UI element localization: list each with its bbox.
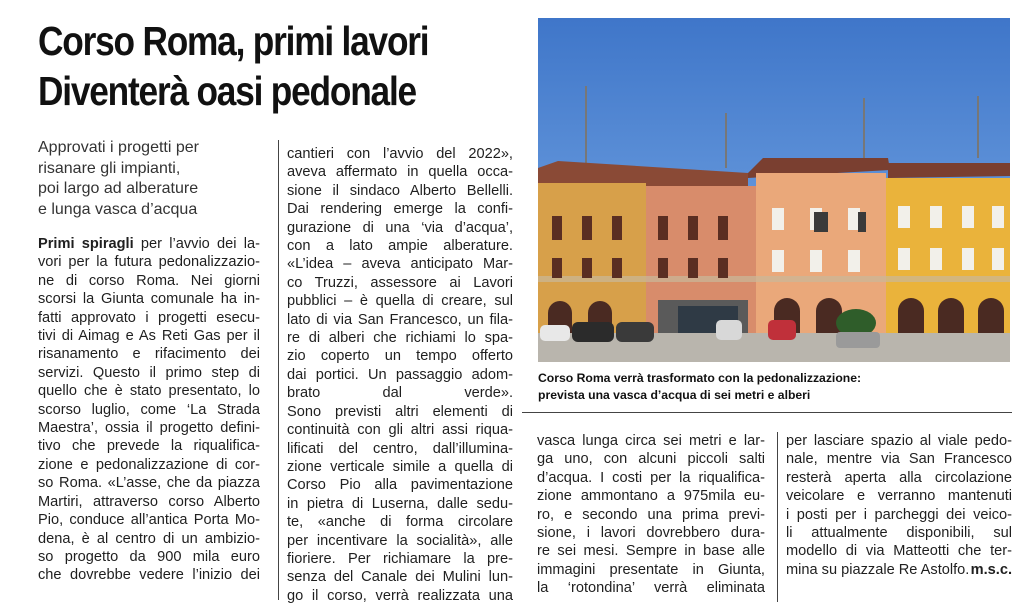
text-line: zione e pedonalizzazione di cor- xyxy=(38,456,260,473)
text-line: per incentivare la socialità», alle xyxy=(287,532,513,549)
text-line: pubblici – è quella di creare, sul xyxy=(287,293,513,310)
summary-line: e lunga vasca d’acqua xyxy=(38,200,198,218)
column-divider xyxy=(278,140,279,600)
text-line: quello che è stato presentato, lo xyxy=(38,383,260,400)
text-line: zione ammontano a 975mila eu- xyxy=(537,488,765,505)
text-line: fatti approvato i progetti esecu- xyxy=(38,309,260,326)
text-line: Corso Pio alla pavimentazione xyxy=(287,477,513,494)
text-line: re di alberi che richiami lo spa- xyxy=(287,330,513,347)
text-line: con a lato ampie alberature. xyxy=(287,238,513,255)
text-line: lificati del centro, dall’illumina- xyxy=(287,440,513,457)
text-line: vori per la futura pedonalizzazio- xyxy=(38,254,260,271)
text-line: tivi di Aimag e As Reti Gas per il xyxy=(38,328,260,345)
text-line: vasca lunga circa sei metri e lar- xyxy=(537,433,765,449)
text-line: risanamento e rifacimento dei xyxy=(38,346,260,363)
summary-line: Approvati i progetti per xyxy=(38,139,199,156)
text-line: aveva affermato in quella occa- xyxy=(287,164,513,181)
text-line: resterà aperta alla circolazione xyxy=(786,469,1012,486)
lead-in: Primi spiragli xyxy=(38,236,134,252)
text-line: go il corso, verrà realizzata una xyxy=(287,587,513,604)
text-line: nale, mentre via San Francesco xyxy=(786,451,1012,468)
column-divider xyxy=(777,432,778,602)
article-photo xyxy=(538,18,1010,362)
text-line: d’acqua. I costi per la riqualifica- xyxy=(537,469,765,486)
headline-line-1: Corso Roma, primi lavori xyxy=(38,18,429,64)
text-line: Martiri, attraverso corso Alberto xyxy=(38,493,260,510)
text-line: scorso luglio, come ‘La Strada xyxy=(38,401,260,418)
text-line: Sono previsti altri elementi di xyxy=(287,403,513,420)
text-line: che dovrebbe vedere l’inizio dei xyxy=(38,567,260,584)
text-line: dai portici. Un passaggio adom- xyxy=(287,366,513,383)
body-column-1 xyxy=(38,235,260,585)
text-line: Dai rendering emerge la confi- xyxy=(287,201,513,218)
text-line: co Truzzi, assessore ai Lavori xyxy=(287,274,513,291)
text-line: la ‘rotondina’ verrà eliminata xyxy=(537,580,765,597)
text-line: senza del Canale dei Mulini lun- xyxy=(287,569,513,586)
text-line: gurazione di una ‘via d’acqua’, xyxy=(287,219,513,236)
text-line: sione il sindaco Alberto Bellelli. xyxy=(287,182,513,199)
author-signature: m.s.c. xyxy=(970,561,1012,578)
body-column-4 xyxy=(786,432,1012,579)
headline xyxy=(38,16,459,116)
text-line: Pio, conduce all’antica Porta Mo- xyxy=(38,512,260,529)
text-line: dena, è al centro di un ambizio- xyxy=(38,530,260,547)
text-line: ga uno, con alcuni piccoli salti xyxy=(537,451,765,468)
text-line: in pietra di Luserna, dalle sedu- xyxy=(287,495,513,512)
text-line: cantieri con l’avvio del 2022», xyxy=(287,146,513,162)
caption-rule xyxy=(522,412,1012,413)
text-line: «L’idea – aveva anticipato Mar- xyxy=(287,256,513,273)
summary-line: poi largo ad alberature xyxy=(38,180,199,197)
body-column-3 xyxy=(537,432,765,598)
text-line: te, «anche di forma circolare xyxy=(287,514,513,531)
text-line: continuità con gli altri assi riqua- xyxy=(287,422,513,439)
text-line: veicolare e verranno mantenuti xyxy=(786,488,1012,505)
text-line: sione, i lavori dovrebbero dura- xyxy=(537,525,765,542)
text-line xyxy=(38,235,260,253)
text-fragment: per l’avvio dei la- xyxy=(133,236,260,252)
photo-caption xyxy=(538,370,1010,404)
text-line: tivo che prevede la riqualifica- xyxy=(38,438,260,455)
caption-line: Corso Roma verrà trasformato con la pedonalizzazione: xyxy=(538,371,862,385)
summary-line: risanare gli impianti, xyxy=(38,159,181,177)
text-line: zio coperto un tempo offerto xyxy=(287,348,513,365)
text-line: ro, e secondo una prima previ- xyxy=(537,506,765,523)
text-line: servizi. Questo il primo step di xyxy=(38,364,260,381)
body-column-2 xyxy=(287,145,513,605)
text-line: fioriere. Per richiamare la pre- xyxy=(287,550,513,567)
text-line: re sei mesi. Sempre in base alle xyxy=(537,543,765,560)
text-line: so Roma. «L’asse, che da piazza xyxy=(38,475,260,492)
text-line: mina su piazzale Re Astolfo. m.s.c. xyxy=(786,561,1012,578)
text-line: lato di via San Francesco, un fila- xyxy=(287,311,513,328)
text-line: ne di corso Roma. Nei giorni xyxy=(38,272,260,289)
summary xyxy=(38,138,278,220)
text-line: brato dal verde». xyxy=(287,385,513,402)
text-line: modello di via Matteotti che ter- xyxy=(786,543,1012,560)
text-line: i posti per i parcheggi dei veico- xyxy=(786,506,1012,523)
headline-line-2: Diventerà oasi pedonale xyxy=(38,68,416,114)
text-line: immagini presentate in Giunta, xyxy=(537,561,765,578)
text-line: zione verticale simile a quella di xyxy=(287,458,513,475)
text-line: so progetto da 900 mila euro xyxy=(38,548,260,565)
text-line: Maestra’, ossia il progetto defini- xyxy=(38,420,260,437)
caption-line: prevista una vasca d’acqua di sei metri e alberi xyxy=(538,388,811,402)
text-line: li attualmente disponibili, sul xyxy=(786,525,1012,542)
text-line: per lasciare spazio al viale pedo- xyxy=(786,433,1012,449)
text-line: scorsi la Giunta comunale ha in- xyxy=(38,291,260,308)
